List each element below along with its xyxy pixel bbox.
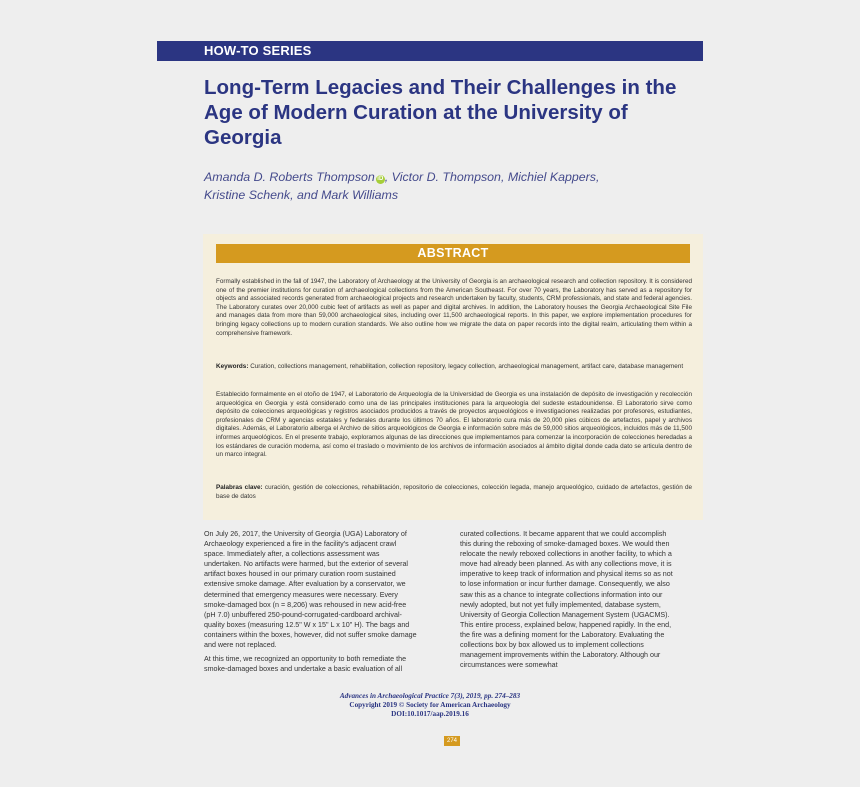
abstract-spanish: Establecido formalmente en el otoño de 1947, el Laboratorio de Arqueología de la Universidad de Georgia es una instalación de depósito de investigación y recolección arqueológica en Georgia y está considerado como una de las principales instituciones para la arqueología del sudeste estadounidense. El Laboratorio sirve como depósito de colecciones arqueológicas y registros asociados producidos a través de proyectos arqueológicos e investigaciones realizadas por profesores, estudiantes, profesionales de CRM y agencias estatales y federales durante los últimos 70 años. El laboratorio cura más de 20,000 pies cúbicos de artefactos, papel y archivos digitales. Además, el Laboratorio alberga el Archivo de sitios arqueológicos de Georgia e información sobre más de 59,000 sitios arqueológicos, incluidos más de 11,500 informes arqueológicos. En el presente trabajo, exploramos algunas de las direcciones que implementamos para comenzar la incorporación de colecciones heredadas a los estándares de curación moderna, así como el traslado o movimiento de los archivos de información asociados al ámbito digital donde cada dato se articula dentro de un marco integral.: [216, 391, 692, 459]
author-list-line2: Kristine Schenk, and Mark Williams: [204, 188, 399, 202]
doi-link[interactable]: 10.1017/aap.2019.16: [407, 710, 469, 719]
author-list: [204, 168, 674, 204]
keywords-text: Curation, collections management, rehabilitation, collection repository, legacy collection, archaeological management, artifact care, database management: [250, 363, 684, 370]
abstract-box: [203, 234, 703, 520]
abstract-heading: ABSTRACT: [216, 244, 690, 263]
palabras-block: [216, 484, 692, 501]
palabras-label: Palabras clave:: [216, 484, 263, 491]
article-title: Long-Term Legacies and Their Challenges in the Age of Modern Curation at the University of Georgia: [204, 76, 677, 149]
author-primary: Amanda D. Roberts Thompson: [204, 170, 375, 184]
journal-citation: Advances in Archaeological Practice 7(3), 2019, pp. 274–283: [339, 692, 521, 700]
citation-footer: [157, 692, 703, 720]
copyright-line: Copyright 2019 © Society for American Archaeology: [349, 701, 511, 710]
series-banner: [157, 41, 703, 61]
doi-label: DOI:: [391, 710, 408, 719]
series-label: HOW-TO SERIES: [204, 43, 312, 58]
orcid-icon[interactable]: iD: [377, 176, 384, 182]
keywords-label: Keywords:: [216, 363, 249, 370]
doi-line: [157, 710, 703, 719]
author-list-line1-rest: , Victor D. Thompson, Michiel Kappers,: [384, 170, 600, 184]
abstract-english: Formally established in the fall of 1947, the Laboratory of Archaeology at the University of Georgia is an archaeological research and collection repository. It is considered one of the premier institutions for curation of archaeological collections from the American Southeast. For over 70 years, the Laboratory has served as a repository for objects and associated records generated from archaeological projects and research undertaken by faculty, students, CRM professionals, and state and federal agencies. The Laboratory curates over 20,000 cubic feet of artifacts as well as paper and digital archives. In addition, the Laboratory houses the Georgia Archaeological Site File and manages data from more than 59,000 archaeological sites, including over 11,500 archaeological reports. In this paper, we explore implementation procedures for bringing legacy collections up to modern curation standards. We also outline how we migrate the data on paper records into the digital realm, articulating them within a comprehensive framework.: [216, 278, 692, 337]
body-left-paragraph-1: On July 26, 2017, the University of Georgia (UGA) Laboratory of Archaeology experienced a fire in the facility's adjacent crawl space. Immediately after, a collections assessment was undertaken. No artifacts were harmed, but the exterior of several artifact boxes housed in our primary curation room sustained extensive smoke damage. After evaluation by a conservator, we determined that emergency measures were necessary. Every smoke-damaged box (n = 8,206) was rehoused in new acid-free (pH 7.0) unbuffered 250-pound-corrugated-cardboard archival-quality boxes (measuring 12.5" W x 15" L x 10" H). The bags and containers within the boxes, however, did not suffer smoke damage and were not replaced.: [204, 530, 417, 650]
body-left-paragraph-2: At this time, we recognized an opportunity to both remediate the smoke-damaged boxes and undertake a basic evaluation of all: [204, 655, 407, 674]
keywords-block: [216, 363, 692, 372]
palabras-text: curación, gestión de colecciones, rehabilitación, repositorio de colecciones, colección legada, manejo arqueológico, cuidado de artefactos, gestión de base de datos: [216, 484, 693, 500]
article-page: [157, 41, 703, 787]
body-right-paragraph-1: curated collections. It became apparent that we could accomplish this during the reboxing of smoke-damaged boxes. We would then relocate the newly reboxed collections in another facility, to which a move had already been planned. As with any collections move, it is imperative to keep track of information and physical items so as not to lose information or incur further damage. Consequently, we also saw this as a chance to integrate collections information into our newly adopted, but not yet fully implemented, database system, University of Georgia Collection Management System (UGACMS). This entire process, explained below, happened rapidly. In the end, the fire was a defining moment for the Laboratory. Evaluating the collections box by box allowed us to implement collections management improvements within the Laboratory. Although our circumstances were somewhat: [460, 530, 673, 670]
page-number-badge: 274: [444, 736, 460, 746]
